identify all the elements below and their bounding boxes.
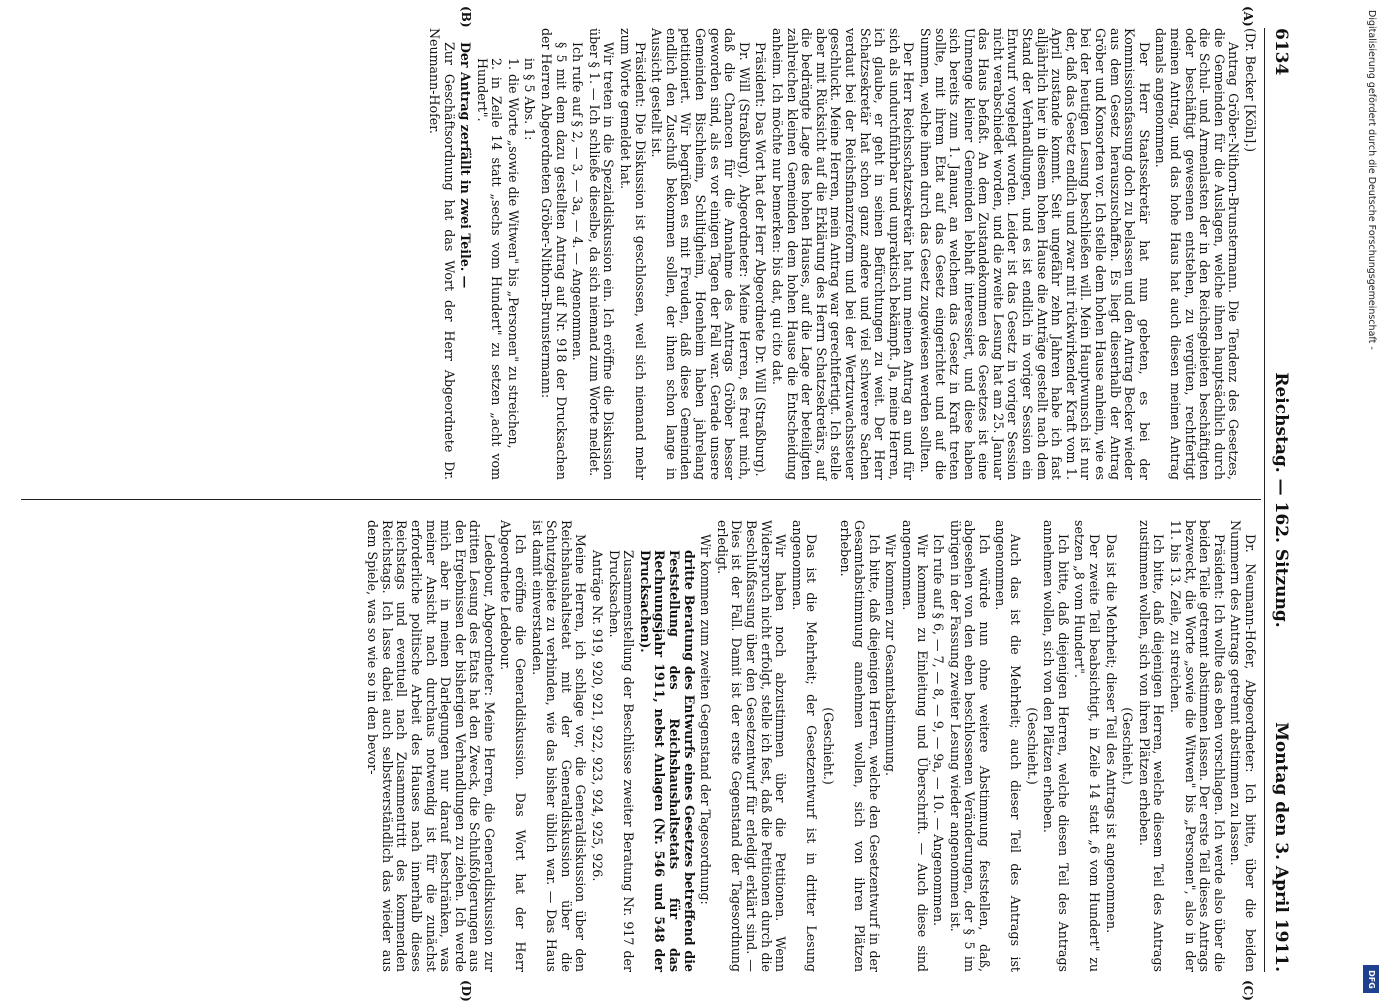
paragraph: Ich rufe auf § 2, — 3, — 3a, — 4. — Angenommen.: [570, 42, 586, 361]
paragraph: 2. in Zeile 14 statt „sechs vom Hundert" zu setzen „acht vom Hundert".: [474, 58, 505, 480]
paragraph: Der Herr Reichsschatzsekretär hat nun meinen Antrag an und für sich als undurchführbar und unpraktisch bekämpft. Ja, meine Herren, ich glaube, er geht in seinen Befürchtungen zu weit. Der Herr Schatzsekretär hat schon ganz andere und viel schwerere Sachen verdaut bei der Reichsfinanzreform und bei der Wertzuwachssteuer geschluckt. Meine Herren, mein Antrag war gerechtfertigt. Ich stelle aber mit Rücksicht auf die Erklärung des Herrn Schatzsekretärs, auf die bedrängte Lage des hohen Hauses, auf die Lage der beteiligten zahlreichen kleinen Gemeinden dem hohen Hause die Entscheidung anheim. Ich möchte nur bemerken: bis dat, qui cito dat.: [770, 28, 917, 480]
paragraph: Meine Herren, ich schlage vor, die Generaldiskussion über den Reichshaushaltsetat mit der Generaldiskussion über die Schutzgebiete zu verbinden, wie das bisher üblich war. — Das Haus ist damit einverstanden.: [529, 520, 589, 972]
paragraph: Ich eröffne die Generaldiskussion. Das Wort hat der Herr Abgeordnete Ledebour.: [498, 520, 529, 972]
paragraph: Das ist die Mehrheit; dieser Teil des Antrags ist angenommen.: [1103, 534, 1119, 934]
margin-mark-a: (A): [1241, 6, 1255, 27]
column-divider: [21, 499, 1261, 500]
paragraph: Wir treten in die Spezialdiskussion ein. Ich eröffne die Diskussion über § 1. — Ich schließe dieselbe, da sich niemand zum Worte meldet.: [586, 28, 617, 480]
paragraph: Wir haben noch abzustimmen über die Petitionen. Wenn Widerspruch nicht erfolgt, stelle ich fest, daß die Petitionen durch die Beschlußfassung über den Gesetzentwurf für erledigt erklärt sind. — Dies ist der Fall. Damit ist der erste Gegenstand der Tagesordnung erledigt.: [714, 520, 789, 972]
right-column: [27, 520, 1257, 972]
paragraph: Der zweite Teil beabsichtigt, in Zeile 14 statt „6 vom Hundert" zu setzen „8 vom Hundert".: [1072, 520, 1103, 972]
funding-note: Digitalisierung gefördert durch die Deutsche Forschungsgemeinschaft -: [1366, 10, 1377, 350]
paragraph: Dr. Neumann-Hofer, Abgeordneter: Ich bitte, über die beiden Nummern des Antrags getrennt abstimmen zu lassen.: [1228, 520, 1258, 972]
paragraph: 1. die Worte „sowie die Witwen" bis „Personen" zu streichen,: [505, 58, 521, 449]
paragraph: (Dr. Becker [Köln].): [1243, 28, 1258, 153]
paragraph: dritte Beratung des Entwurfs eines Gesetzes betreffend die Feststellung des Reichshaushaltsetats für das Rechnungsjahr 1911, nebst Anlagen (Nr. 546 und 548 der Drucksachen).: [637, 550, 697, 972]
dfg-footer: [1362, 10, 1380, 995]
paragraph: Der Antrag zerfällt in zwei Teile. —: [458, 42, 474, 289]
paragraph: Wir kommen zur Gesamtabstimmung.: [883, 534, 899, 776]
paragraph: Präsident: Die Diskussion ist geschlossen, weil sich niemand mehr zum Worte gemeldet hat.: [618, 28, 648, 480]
margin-mark-c: (C): [1241, 980, 1255, 1001]
paragraph: Antrag Gröber-Nithorn-Brunstermann. Die Tendenz des Gesetzes, die Gemeinden für die Auslagen, welche ihnen hauptsächlich durch die Schul- und Armenlasten der in den Reichsgebieten beschäftigten oder beschäftigt gewesenen entstehen, zu vergüten, rechtfertigt meinen Antrag, und das hohe Haus hat auch diesen meinen Antrag damals angenommen.: [1153, 28, 1242, 480]
session-title: Reichstag. — 162. Sitzung.: [1271, 372, 1291, 628]
paragraph: (Geschieht.): [1120, 707, 1136, 785]
paragraph: Ledebour, Abgeordneter: Meine Herren, die Generaldiskussion zur dritten Lesung des Etats hat den Zweck, die Schlußfolgerungen aus den Ergebnissen der bisherigen Verhandlungen zu ziehen. Ich werde mich aber in meinen Darlegungen nur darauf beschränken, was meiner Ansicht nach durchaus notwendig ist für die zunächst erforderliche politische Arbeit des Hauses nach innerhalb dieses Reichstags und eventuell nach Zusammentritt des kommenden Reichstags. Ich lasse dabei auch selbstverständlich das wieder aus dem Spiele, was so wie so in den bevor-: [365, 520, 497, 972]
margin-mark-b: (B): [459, 6, 473, 28]
left-column: [27, 28, 1257, 480]
paragraph: Zur Geschäftsordnung hat das Wort der Herr Abgeordnete Dr. Neumann-Hofer.: [426, 28, 457, 480]
dfg-logo-text: DFG: [1366, 969, 1376, 989]
margin-mark-d: (D): [459, 980, 473, 1002]
paragraph: Ich würde nun ohne weitere Abstimmung feststellen, daß, abgesehen von den eben beschlossenen Veränderungen, der § 5 im übrigen in der Fassung zweiter Lesung wieder angenommen ist.: [947, 520, 992, 972]
paragraph: Präsident: Das Wort hat der Herr Abgeordnete Dr. Will (Straßburg).: [753, 42, 769, 477]
paragraph: Zusammenstellung der Beschlüsse zweiter Beratung Nr. 917 der Drucksachen.: [606, 550, 637, 972]
session-date: Montag den 3. April 1911.: [1271, 722, 1291, 972]
paragraph: Auch das ist die Mehrheit; auch dieser Teil des Antrags ist angenommen.: [993, 520, 1024, 972]
paragraph: Ich bitte, daß diejenigen Herren, welche diesem Teil des Antrags zustimmen wollen, sich von ihren Plätzen erheben.: [1136, 520, 1167, 972]
paragraph: (Geschieht.): [1024, 707, 1040, 785]
paragraph: Wir kommen zu Einleitung und Überschrift. — Auch diese sind angenommen.: [899, 520, 930, 972]
page-header: [1265, 28, 1293, 972]
paragraph: Präsident: Ich wollte das eben vorschlagen. Ich werde also über die beiden Teile getrennt abstimmen lassen. Der erste Teil dieses Antrags bezweckt, die Worte „sowie die Witwen" bis „Personen", also in der 11. bis 13. Zeile, zu streichen.: [1168, 520, 1227, 972]
paragraph: Ich rufe auf § 6, — 7, — 8, — 9, — 9a, — 10. — Angenommen.: [931, 534, 947, 927]
dfg-logo: [1363, 965, 1379, 993]
paragraph: Das ist die Mehrheit; der Gesetzentwurf ist in dritter Lesung angenommen.: [789, 520, 820, 972]
paragraph: (Geschieht.): [820, 707, 836, 785]
header-rule: [1264, 28, 1265, 972]
paragraph: Wir kommen zum zweiten Gegenstand der Tagesordnung:: [698, 534, 714, 905]
paragraph: Dr. Will (Straßburg), Abgeordneter: Meine Herren, es freut mich, daß die Chancen für die Annahme des Antrags Gröber besser geworden sind, als es vor einigen Tagen der Fall war. Gerade unsere Gemeinden Bischheim, Schiltigheim, Hoenheim haben jahrelang petitioniert. Wir begrüßen es mit Freuden, daß diese Gemeinden endlich den Zuschuß bekommen sollen, der ihnen schon lange in Aussicht gestellt ist.: [649, 28, 752, 480]
paragraph: Anträge Nr. 919, 920, 921, 922, 923, 924, 925, 926.: [590, 550, 606, 882]
paragraph: § 5 mit dem dazu gestellten Antrag auf Nr. 918 der Drucksachen der Herren Abgeordneten Gröber-Nithorn-Brunstermann:: [539, 28, 569, 480]
paragraph: Der Herr Staatssekretär hat nun gebeten, es bei der Kommissionsfassung doch zu belassen und den Antrag Becker wieder aus dem Gesetz herauszuschaffen. Es liegt dieserhalb der Antrag Gröber und Konsorten vor. Ich stelle dem hohen Hause anheim, wie es bei der heutigen Lesung beschließen will. Mein Hauptwunsch ist nur der, daß das Gesetz endlich und zwar mit rückwirkender Kraft vom 1. April zustande kommt. Seit ungefähr zehn Jahren habe ich fast alljährlich hier in diesem hohen Hause die Anträge gestellt nach dem Stand der Verhandlungen, und es ist endlich in voriger Session ein Entwurf vorgelegt worden. Leider ist das Gesetz in voriger Session nicht verabschiedet worden, und die zweite Lesung hat am 25. Januar das Haus befaßt. An dem Zustandekommen des Gesetzes ist eine Unmenge kleiner Gemeinden lebhaft interessiert, und diese haben sich bereits zum 1. Januar, an welchem das Gesetz in Kraft treten sollte, mit ihrem Etat auf das Gesetz eingerichtet und auf die Summen, welche ihnen durch das Gesetz zugewiesen werden sollten.: [917, 28, 1152, 480]
page-number: 6134: [1271, 28, 1291, 76]
paragraph: Ich bitte, daß diejenigen Herren, welche diesen Teil des Antrags annehmen wollen, sich von den Plätzen erheben.: [1041, 520, 1071, 972]
paragraph: Ich bitte, daß diejenigen Herren, welche den Gesetzentwurf in der Gesamtabstimmung annehmen wollen, sich von ihren Plätzen erheben.: [837, 520, 882, 972]
paragraph: in § 5 Abs. 1:: [522, 58, 538, 141]
